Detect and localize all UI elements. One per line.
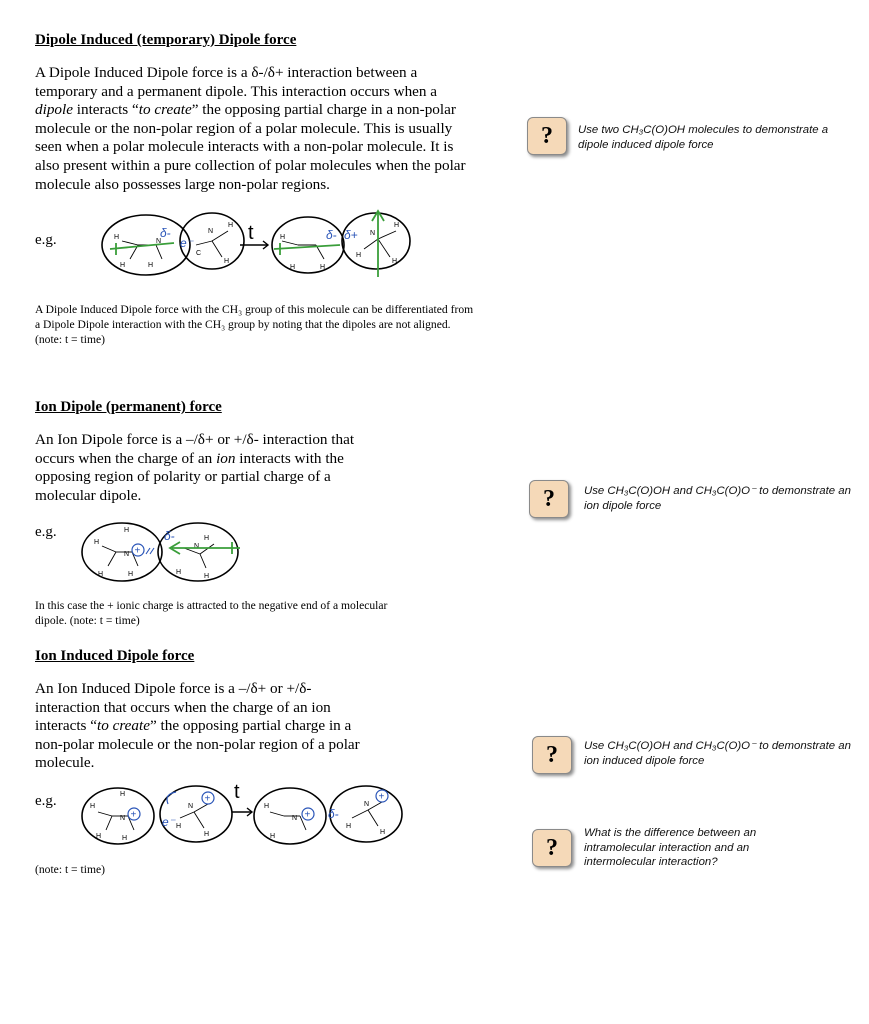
atom-label: H <box>148 262 154 269</box>
atom-label: H <box>228 222 234 229</box>
question-mark-button-3[interactable]: ? <box>532 736 572 774</box>
delta-minus-label: δ- <box>326 228 337 242</box>
delta-plus-label: δ+ <box>344 228 358 242</box>
ion-induced-diagram <box>80 778 410 848</box>
molecule-outline <box>160 786 232 842</box>
section2-p-start: An Ion Dipole force is a –/δ+ or +/δ- interaction that occurs when the charge of an <box>35 431 355 467</box>
section3-p-start: An Ion Induced Dipole force is a –/δ+ or +/δ- interaction that occurs when the charge of an ion interacts “ <box>35 680 331 735</box>
atom-label: N <box>120 815 126 822</box>
section1-paragraph <box>35 64 470 194</box>
question-mark-button-2[interactable]: ? <box>529 480 569 518</box>
atom-label: H <box>346 823 352 830</box>
time-symbol: t <box>234 781 240 803</box>
section1-p1-italic-create: to create <box>138 101 192 119</box>
atom-label: H <box>114 234 120 241</box>
atom-label: H <box>290 264 296 271</box>
atom-label: H <box>204 573 210 580</box>
electron-shift-arrow <box>167 792 176 804</box>
time-symbol: t <box>248 222 254 244</box>
atom-label: N <box>364 801 370 808</box>
section1-eg-label: e.g. <box>35 232 57 248</box>
section3-note: (note: t = time) <box>35 863 105 876</box>
section3-paragraph <box>35 680 365 773</box>
atom-label: N <box>208 228 214 235</box>
atom-label: N <box>156 238 162 245</box>
atom-label: H <box>90 803 96 810</box>
dipole-arrow <box>274 245 340 249</box>
question-text-1: Use two CH₃C(O)OH molecules to demonstrate a dipole induced dipole force <box>578 124 829 151</box>
section3-heading: Ion Induced Dipole force <box>35 648 195 664</box>
question-mark-button-1[interactable]: ? <box>527 117 567 155</box>
atom-label: N <box>292 815 298 822</box>
atom-label: H <box>124 527 130 534</box>
electron-label: e⁻ <box>162 815 176 829</box>
positive-charge-label: + <box>304 809 311 821</box>
question-text-3: Use CH₃C(O)OH and CH₃C(O)O⁻ to demonstrate an ion induced dipole force <box>584 740 851 767</box>
atom-label: H <box>204 535 210 542</box>
section1-p1-mid: interacts “ <box>76 101 139 119</box>
atom-label: N <box>370 230 376 237</box>
atom-label: N <box>124 551 130 558</box>
section1-note: A Dipole Induced Dipole force with the CH₃ group of this molecule can be differentiated from a Dipole Dipole interaction with the CH₃ group by noting that the dipoles are not aligned. (note: t = time) <box>35 303 474 346</box>
delta-minus-label: δ- <box>160 226 171 240</box>
atom-label: H <box>392 258 398 265</box>
positive-charge-label: + <box>130 809 137 821</box>
section1-heading: Dipole Induced (temporary) Dipole force <box>35 32 297 48</box>
atom-label: H <box>120 262 126 269</box>
atom-label: H <box>394 222 400 229</box>
section2-note: In this case the + ionic charge is attracted to the negative end of a molecular dipole. (note: t = time) <box>35 599 388 627</box>
dipole-arrow <box>110 243 174 249</box>
section1-p1-italic-dipole: dipole <box>35 101 73 119</box>
positive-charge-label: + <box>378 791 385 803</box>
section2-heading: Ion Dipole (permanent) force <box>35 399 222 415</box>
atom-label: H <box>280 234 286 241</box>
atom-label: C <box>196 250 202 257</box>
section3-eg-label: e.g. <box>35 793 57 809</box>
positive-charge-label: + <box>134 545 141 557</box>
delta-minus-label: δ- <box>328 807 339 821</box>
atom-label: H <box>264 803 270 810</box>
section2-paragraph <box>35 431 355 505</box>
atom-label: H <box>120 791 126 798</box>
atom-label: H <box>224 258 230 265</box>
atom-label: H <box>320 264 326 271</box>
section3-p-end: ” the opposing partial charge in a non-polar molecule or the non-polar region of a polar molecule. <box>35 717 360 772</box>
section1-p1: A Dipole Induced Dipole force is a δ-/δ+ interaction between a temporary and a permanent dipole. This interaction occurs when a <box>35 64 438 100</box>
atom-label: H <box>176 569 182 576</box>
question-mark-button-4[interactable]: ? <box>532 829 572 867</box>
section2-eg-label: e.g. <box>35 524 57 540</box>
atom-label: H <box>204 831 210 838</box>
atom-label: N <box>194 543 200 550</box>
electron-label: e⁻ <box>180 236 194 250</box>
section2-p-end: interacts with the opposing region of polarity or partial charge of a molecular dipole. <box>35 449 344 504</box>
atom-label: H <box>128 571 134 578</box>
atom-label: H <box>94 539 100 546</box>
section2-p-italic-ion: ion <box>216 449 236 467</box>
ion-dipole-diagram <box>80 518 250 586</box>
atom-label: H <box>380 829 386 836</box>
atom-label: N <box>188 803 194 810</box>
dipole-induced-diagram <box>100 205 420 285</box>
question-text-4: What is the difference between an intramolecular interaction and an intermolecular interaction? <box>584 827 757 868</box>
molecule-outline-after <box>330 786 402 842</box>
atom-label: H <box>356 252 362 259</box>
section1-p1-rest: ” the opposing partial charge in a non-polar molecule or the non-polar region of a polar molecule. This is usually seen when a polar molecule interacts with a non-polar molecule. It is also present within a pure collection of polar molecules when the polar molecule also possesses large non-polar regions. <box>35 101 466 193</box>
atom-label: H <box>176 823 182 830</box>
section3-p-italic-create: to create <box>96 717 150 735</box>
delta-minus-label: δ- <box>164 529 175 543</box>
atom-label: H <box>98 571 104 578</box>
atom-label: H <box>122 835 128 842</box>
atom-label: H <box>270 833 276 840</box>
question-text-2: Use CH₃C(O)OH and CH₃C(O)O⁻ to demonstrate an ion dipole force <box>584 485 851 512</box>
positive-charge-label: + <box>204 793 211 805</box>
atom-label: H <box>96 833 102 840</box>
